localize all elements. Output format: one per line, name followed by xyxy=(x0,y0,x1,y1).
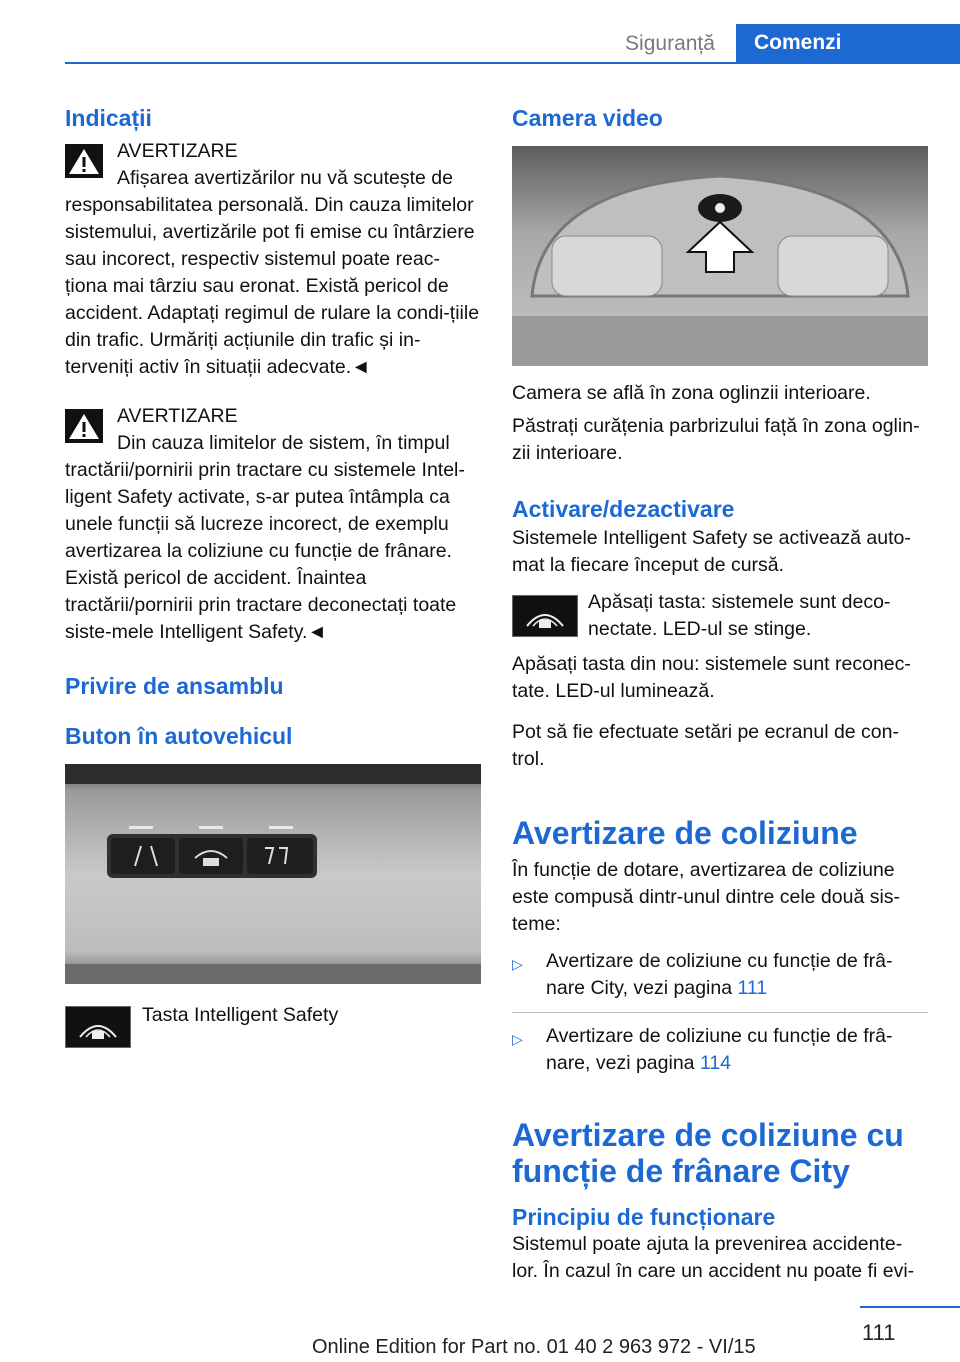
activation-text-2: Apăsați tasta din nou: sistemele sunt reconec-tate. LED-ul luminează. xyxy=(512,653,911,702)
overview-heading: Privire de ansamblu xyxy=(65,673,284,699)
activation-heading: Activare/dezactivare xyxy=(512,496,735,522)
principle-text-1: Sistemul poate ajuta la prevenirea accidente-lor. În cazul în care un accident nu poate fi evi- xyxy=(512,1233,915,1282)
warning-triangle-icon xyxy=(65,409,103,443)
camera-text-1: Camera se află în zona oglinzii interioare. xyxy=(512,382,871,404)
right-column xyxy=(512,100,928,1285)
collision-text-1: În funcție de dotare, avertizarea de coliziune este compusă dintr-unul dintre cele două sis-teme: xyxy=(512,859,901,935)
camera-heading: Camera video xyxy=(512,105,663,131)
left-column xyxy=(65,100,481,1062)
page-link[interactable]: 111 xyxy=(737,977,768,999)
collision-heading: Avertizare de coliziune xyxy=(512,815,858,851)
intelligent-safety-key-icon xyxy=(65,1006,131,1048)
button-heading: Buton în autovehicul xyxy=(65,723,293,749)
bullet-text: Avertizare de coliziune cu funcție de frâ-nare, vezi pagina xyxy=(546,1025,893,1074)
camera-photo xyxy=(512,146,928,366)
camera-text-2: Păstrați curățenia parbrizului față în zona oglin-zii interioare. xyxy=(512,415,920,464)
intelligent-safety-key-icon xyxy=(512,595,578,637)
warning-block-1 xyxy=(65,138,481,381)
principle-heading: Principiu de funcționare xyxy=(512,1204,776,1230)
list-item xyxy=(512,1023,928,1077)
key-label: Tasta Intelligent Safety xyxy=(142,1004,339,1026)
tab-active[interactable]: Comenzi xyxy=(736,24,960,64)
activation-text-3: Pot să fie efectuate setări pe ecranul de con-trol. xyxy=(512,721,899,770)
list-item xyxy=(512,948,928,1002)
warning-text-1: Afișarea avertizărilor nu vă scutește de responsabilitatea personală. Din cauza limitelor sistemului, avertizările pot fi emise cu întârziere sau incorect, respectiv sistemul poate reac-ționa mai târziu sau eronat. Există pericol de accident. Adaptați regimul de rulare la condi-țiile din trafic. Urmăriți acțiunile din trafic și in-terveniți activ în situații adecvate.◄ xyxy=(65,167,480,378)
page-link[interactable]: 114 xyxy=(699,1052,732,1074)
warning-triangle-icon xyxy=(65,144,103,178)
footer xyxy=(0,1320,960,1356)
button-panel-photo xyxy=(65,764,481,984)
collision-list xyxy=(512,948,928,1077)
warning-text-2: Din cauza limitelor de sistem, în timpul tractării/pornirii prin tractare cu sistemele Intel-ligent Safety activate, s-ar putea întâmpla ca unele funcții să lucreze incorect, de exemplu avertizarea la coliziune cu funcție de frânare. Există pericol de accident. Înaintea tractării/pornirii prin tractare deconectați toate siste-mele Intelligent Safety.◄ xyxy=(65,432,465,643)
warning-block-2 xyxy=(65,403,481,646)
edition-text: Online Edition for Part no. 01 40 2 963 972 - VI/15 xyxy=(312,1336,756,1358)
bullet-triangle-icon: ▷ xyxy=(512,1031,523,1047)
bullet-text: Avertizare de coliziune cu funcție de frâ-nare City, vezi pagina xyxy=(546,950,893,999)
indicatii-heading: Indicații xyxy=(65,105,152,131)
tab-section[interactable]: Siguranță xyxy=(625,32,715,55)
page-number: 111 xyxy=(862,1320,896,1345)
footer-rule xyxy=(860,1306,960,1308)
warning-label-2: AVERTIZARE xyxy=(117,405,238,427)
activation-icon-text: Apăsați tasta: sistemele sunt deco-nectate. LED-ul se stinge. xyxy=(588,591,891,640)
warning-label-1: AVERTIZARE xyxy=(117,140,238,162)
bullet-triangle-icon: ▷ xyxy=(512,956,523,972)
city-heading: Avertizare de coliziune cu funcție de frânare City xyxy=(512,1117,904,1189)
activation-text-1: Sistemele Intelligent Safety se activează auto-mat la fiecare început de cursă. xyxy=(512,527,911,576)
